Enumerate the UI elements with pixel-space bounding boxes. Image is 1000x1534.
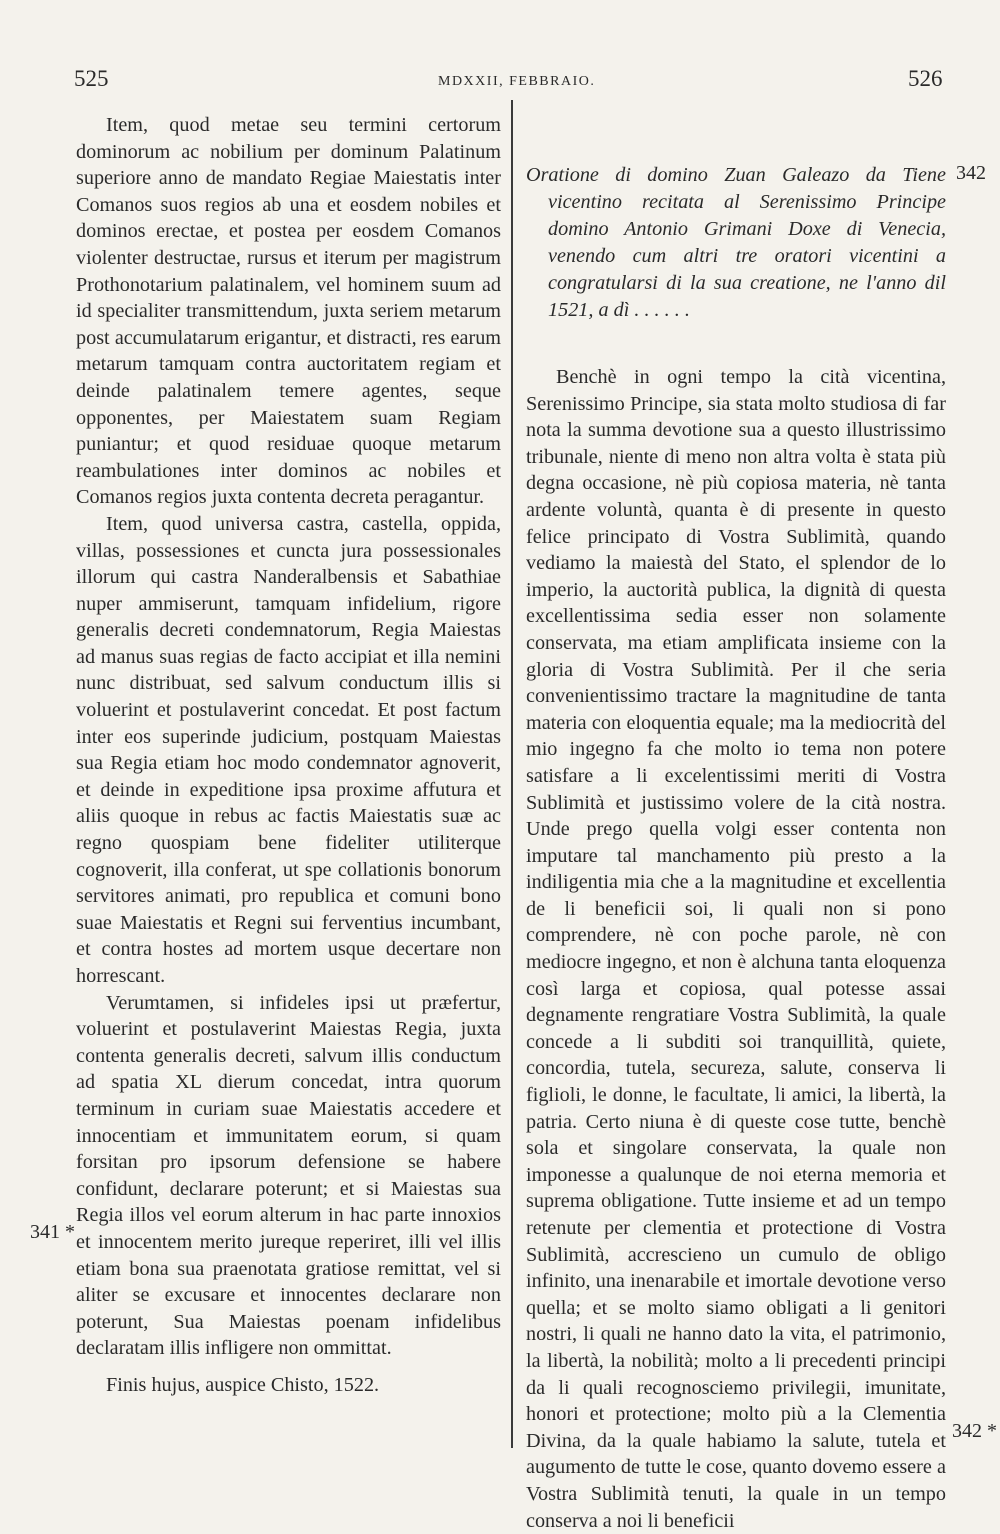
running-title: MDXXII, FEBBRAIO. [438,74,596,89]
page-number-right: 526 [908,66,943,91]
right-column [526,162,946,1534]
paragraph: Item, quod metae seu termini certorum dominorum ac nobilium per dominum Palatinum superiore anno de mandato Regiae Maiestatis inter Comanos suos regios ab una et eosdem nobiles et dominos erectae, et postea per eosdem Comanos violenter destructae, rursus et iterum per magistrum Prothonotarium palatinalem, vel hominem suum ad id specialiter transmittendum, juxta seriem metarum post accumulatarum erigantur, et distracti, res earum metarum tamquam contra auctoritatem regiam et deinde palatinalem temere agentes, seque opponentes, per Maiestatem suam Regiam puniantur; et quod residuae quoque metarum reambulationes inter dominos ac nobiles et Comanos regios juxta contenta decreta peragantur. [76,114,501,509]
section-title: Oratione di domino Zuan Galeazo da Tiene vicentino recitata al Serenissimo Principe domino Antonio Grimani Doxe di Venecia, venendo cum altri tre oratori vicentini a congratularsi di la sua creatione, ne l'anno dil 1521, a dì . . . . . . [526,164,946,321]
paragraph: Item, quod universa castra, castella, oppida, villas, possessiones et cuncta jura possessionales illorum qui castra Nanderalbensis et Sabathiae nuper ammiserunt, tamquam infidelium, rigore generalis decreti condemnatorum, Regia Maiestas ad manus suas regias de facto accipiat et illa nemini nunc distribuat, sed salvum conductum illis si voluerint et postulaverint concedat. Et post factum inter eos superinde judicium, postquam Maiestas sua Regia etiam hoc modo condemnator agnoverit, et deinde in expeditione ipsa proxime affutura et aliis quoque in rebus ac factis Maiestatis suæ ac regno quospiam bene fideliter utiliterque cognoverit, illa conferat, ut spe collationis bonorum servitores animati, pro republica et comuni bono suae Maiestatis et Regni sui ferventius incumbant, et contra hostes ad mortem usque decertare non horrescant. [76,512,501,987]
closing-line: Finis hujus, auspice Chisto, 1522. [106,1373,380,1396]
paragraph: Benchè in ogni tempo la cità vicentina, Serenissimo Principe, sia stata molto studiosa di far nota la summa devotione sua a questo illustrissimo tribunale, niente di meno non altra volta è stata più degna occasione, nè più copiosa materia, nè tanta ardente voluntà, quanta è di presente in questo felice principato di Vostra Sublimità, quando vediamo la maiestà del Stato, el splendor de lo imperio, la auctorità publica, la dignità di questa excellentissima sedia esser non solamente conservata, ma etiam amplificata insieme con la gloria di Vostra Sublimità. Per il che seria convenientissimo tractare la magnitudine de tanta materia con eloquentia equale; ma la mediocrità del mio ingegno fa che molto io tema non potere satisfare a li excelentissimi meriti di Vostra Sublimità et justissimo volere de la cità nostra. Unde prego quella volgi esser contenta non imputare tal manchamento più presto a la indiligentia mia che a la magnitudine et excellentia de li beneficii soi, li quali non si pono comprendere, nè con poche parole, nè con mediocre ingegno, et non è alchuna tanta eloquenza così larga et copiosa, qual potesse assai degnamente rengratiare Vostra Sublimità, la quale concede a li subditi soi tranquillità, quiete, concordia, tutela, secureza, salute, conserva li figlioli, le donne, le facultate, li amici, la libertà, la patria. Certo niuna è di queste cose tutte, benchè sola et singolare conservata, la quale non imponesse a qualunque de noi eterna memoria et suprema obligatione. Tutte insieme et ad un tempo retenute per clementia et protectione di Vostra Sublimità, accrescieno un cumulo de obligo infinito, una inenarabile et imortale devotione verso quella; et se molto siamo obligati a li genitori nostri, li quali ne hanno dato la vita, el patrimonio, la libertà, la nobilità; molto a li precedenti principi da li quali recognosciemo privilegii, imunitate, honori et protectione; molto più a la Clementia Divina, da la quale habiamo la salute, tutela et augumento de tutte le cose, quanto dovemo essere a Vostra Sublimità tenuti, la quale in un tempo conserva a noi li beneficii [526,366,946,1532]
margin-note-342: 342 [956,162,986,184]
column-divider [511,100,513,1448]
left-column [76,112,501,1399]
page-header [0,66,1000,96]
paragraph: Verumtamen, si infideles ipsi ut præfertur, voluerint et postulaverint Maiestas Regia, juxta contenta generalis decreti, salvum illis conductum ad spatia XL dierum concedat, intra quorum terminum in curiam suae Maiestatis accedere et innocentiam et immunitatem eorum, si quam forsitan pro ipsorum defensione se habere confidunt, declarare poterunt; et si Maiestas sua Regia illos vel eorum alterum in hac parte innoxios et innocentem merito jureque reperiret, illi vel illis etiam bona sua praenotata gratiose remittat, vel si aliter se excusare et innocentes declarare non poterunt, Sua Maiestas poenam infidelibus declaratam illis infligere non ommittat. [76,991,501,1360]
page-number-left: 525 [74,66,109,91]
margin-note-342-star: 342 * [952,1420,997,1442]
margin-note-341: 341 * [30,1221,75,1243]
